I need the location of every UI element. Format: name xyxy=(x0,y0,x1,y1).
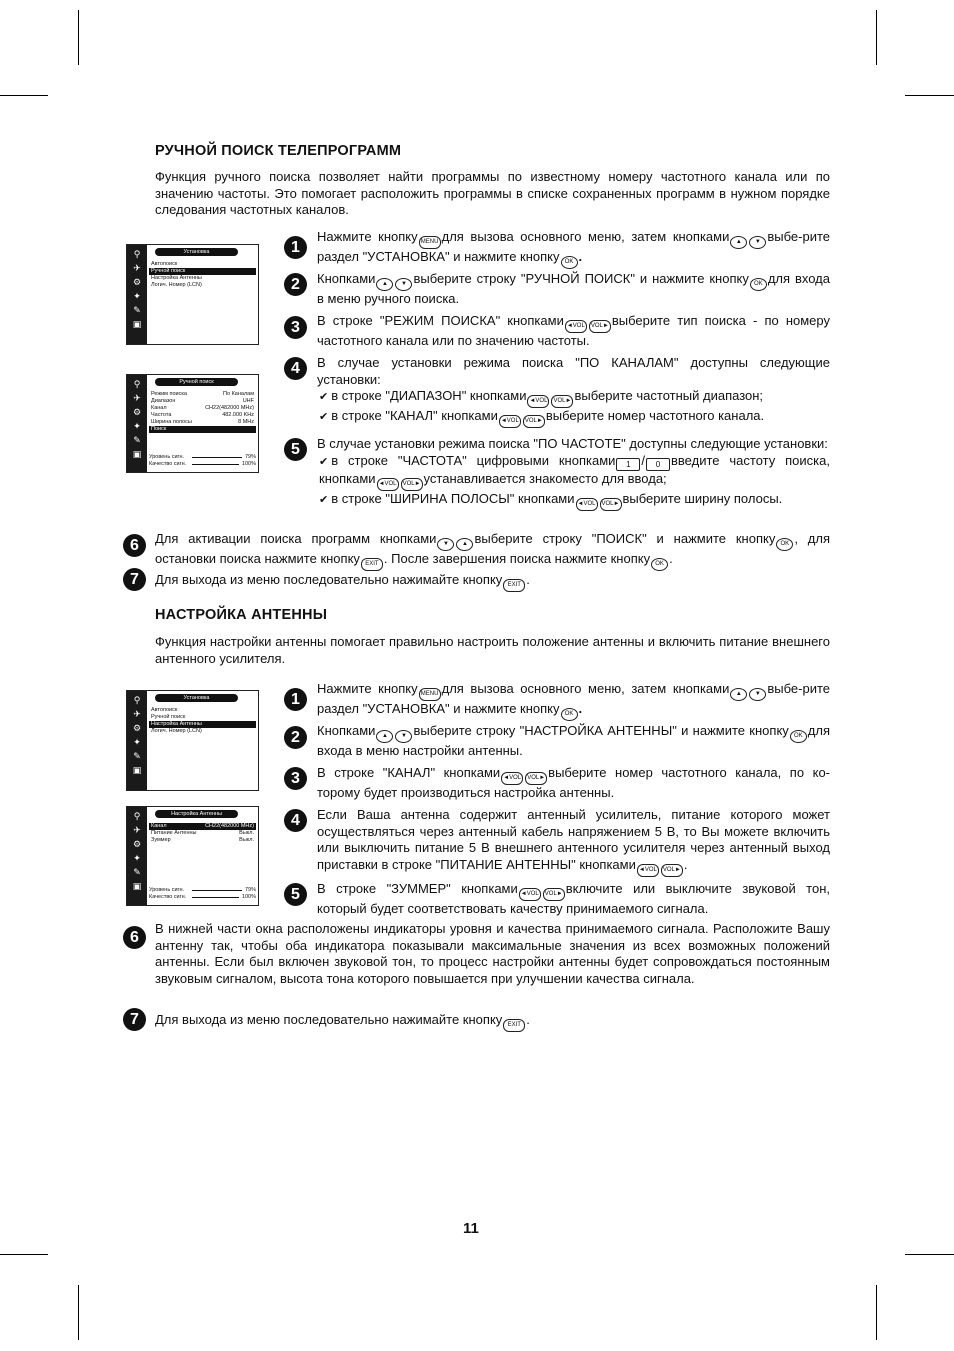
setting-row: Частота 482.000 KHz xyxy=(151,412,254,418)
menu-item: Автопоиск xyxy=(151,707,178,713)
step-number: 4 xyxy=(284,809,307,832)
setting-row: Питание Антенны Выкл. xyxy=(151,830,254,836)
menu-item: Логич. Номер (LCN) xyxy=(151,728,202,734)
bullet-item: ✔ в строке "ЧАСТОТА" цифровыми кнопками 1 / 0 введите частоту поиска, кнопками ◄VOL VOL► устанавливается знакоместо для ввода; xyxy=(317,453,830,491)
ok-key-icon: OK xyxy=(776,538,793,551)
tv-icon: ▣ xyxy=(132,449,142,459)
check-icon: ✔ xyxy=(319,455,329,468)
antenna-icon: ⚲ xyxy=(133,379,141,389)
screen-menu xyxy=(149,261,256,289)
vol-left-key-icon: ◄VOL xyxy=(527,395,549,408)
digit-0-key-icon: 0 xyxy=(646,458,670,471)
screen-sidebar xyxy=(127,691,147,790)
lock-icon: ✦ xyxy=(133,737,141,747)
crop-mark xyxy=(876,10,877,65)
up-key-icon: ▲ xyxy=(376,730,393,743)
up-key-icon: ▲ xyxy=(730,236,747,249)
check-icon: ✔ xyxy=(319,411,329,423)
tv-icon: ▣ xyxy=(132,765,142,775)
vol-left-key-icon: ◄VOL xyxy=(499,415,521,428)
step-1-text: Нажмите кнопку MENU для вызова основного меню, затем кнопками ▲ ▼ выбе-рите раздел "УСТАНОВКА" и нажмите кнопку OK . xyxy=(317,681,830,721)
section-title-antenna-setup: НАСТРОЙКА АНТЕННЫ xyxy=(155,607,328,623)
crop-mark xyxy=(78,10,79,65)
step-number: 7 xyxy=(123,568,146,591)
menu-item: Автопоиск xyxy=(151,261,178,267)
step-5-text: В случае установки режима поиска "ПО ЧАСТОТЕ" доступны следующие установки: ✔ в строке "ЧАСТОТА" цифровыми кнопками 1 / 0 введите частоту поиска, кнопками ◄VOL VOL► устанавливается знакоместо для ввода; ✔ в строке "ШИРИНА ПОЛОСЫ" кнопками ◄VOL VOL► выберите ширину полосы. xyxy=(317,436,830,511)
tools-icon: ✎ xyxy=(133,435,141,445)
tools-icon: ✎ xyxy=(133,305,141,315)
menu-item: Логич. Номер (LCN) xyxy=(151,282,202,288)
up-key-icon: ▲ xyxy=(456,538,473,551)
screen-sidebar xyxy=(127,807,147,905)
exit-key-icon: EXIT xyxy=(503,1019,525,1032)
gear-icon: ⚙ xyxy=(132,839,142,849)
gear-icon: ⚙ xyxy=(132,407,142,417)
step-number: 2 xyxy=(284,726,307,749)
crop-mark xyxy=(0,95,48,96)
tv-screen-antenna-setup xyxy=(126,806,259,906)
antenna-icon: ⚲ xyxy=(133,249,141,259)
ok-key-icon: OK xyxy=(750,278,767,291)
check-icon: ✔ xyxy=(319,391,329,403)
screen-menu xyxy=(149,823,256,844)
vol-left-key-icon: ◄VOL xyxy=(637,864,659,877)
crop-mark xyxy=(0,1254,48,1255)
screen-title: Ручной поиск xyxy=(155,378,238,386)
up-key-icon: ▲ xyxy=(376,278,393,291)
down-key-icon: ▼ xyxy=(395,730,412,743)
vol-right-key-icon: VOL► xyxy=(600,498,622,511)
ok-key-icon: OK xyxy=(790,730,807,743)
step-number: 6 xyxy=(123,534,146,557)
lock-icon: ✦ xyxy=(133,421,141,431)
down-key-icon: ▼ xyxy=(395,278,412,291)
page-number: 11 xyxy=(463,1220,479,1237)
screen-sidebar xyxy=(127,245,147,344)
vol-right-key-icon: VOL► xyxy=(661,864,683,877)
crop-mark xyxy=(905,1254,954,1255)
tv-icon: ▣ xyxy=(132,319,142,329)
ok-key-icon: OK xyxy=(651,558,668,571)
setting-row: Канал CH22(482000 MHz) xyxy=(151,405,254,411)
ok-key-icon: OK xyxy=(561,708,578,721)
vol-right-key-icon: VOL► xyxy=(589,320,611,333)
tv-screen-manual-search xyxy=(126,374,259,473)
setting-row: Ширина полосы 8 MHz xyxy=(151,419,254,425)
bullet-item: ✔ в строке "ДИАПАЗОН" кнопками ◄VOL VOL► выберите частотный диапазон; xyxy=(317,388,830,408)
step-4-text: В случае установки режима поиска "ПО КАНАЛАМ" доступны следующие установки: ✔ в строке "ДИАПАЗОН" кнопками ◄VOL VOL► выберите частотный диапазон; ✔ в строке "КАНАЛ" кнопками ◄VOL VOL► выберите номер частотного канала. xyxy=(317,355,830,428)
vol-left-key-icon: ◄VOL xyxy=(501,772,523,785)
digit-1-key-icon: 1 xyxy=(616,458,640,471)
section-title-manual-search: РУЧНОЙ ПОИСК ТЕЛЕПРОГРАММ xyxy=(155,143,402,159)
setting-row: Диапазон UHF xyxy=(151,398,254,404)
screen-sidebar xyxy=(127,375,147,472)
step-1-text: Нажмите кнопку MENU для вызова основного меню, затем кнопками ▲ ▼ выбе-рите раздел "УСТАНОВКА" и нажмите кнопку OK . xyxy=(317,229,830,269)
menu-item-selected: Настройка Антенны xyxy=(149,721,256,728)
vol-left-key-icon: ◄VOL xyxy=(519,888,541,901)
signal-indicators xyxy=(149,887,256,901)
satellite-icon: ✈ xyxy=(133,825,141,835)
tv-icon: ▣ xyxy=(132,881,142,891)
step-7-text: Для выхода из меню последовательно нажимайте кнопку EXIT . xyxy=(155,572,830,592)
satellite-icon: ✈ xyxy=(133,393,141,403)
signal-indicators xyxy=(149,454,256,468)
check-icon: ✔ xyxy=(319,493,329,506)
satellite-icon: ✈ xyxy=(133,263,141,273)
screen-title: Установка xyxy=(155,694,238,702)
step-number: 1 xyxy=(284,688,307,711)
intro-antenna-setup: Функция настройки антенны помогает правильно настроить положение антенны и включить питание внешнего антенного усилителя. xyxy=(155,634,830,666)
step-number: 7 xyxy=(123,1008,146,1031)
step-7-text: Для выхода из меню последовательно нажимайте кнопку EXIT . xyxy=(155,1012,830,1032)
vol-left-key-icon: ◄VOL xyxy=(377,478,399,491)
step-number: 5 xyxy=(284,438,307,461)
menu-key-icon: MENU xyxy=(419,688,441,701)
ok-key-icon: OK xyxy=(561,256,578,269)
bullet-item: ✔ в строке "ШИРИНА ПОЛОСЫ" кнопками ◄VOL VOL► выберите ширину полосы. xyxy=(317,491,830,511)
crop-mark xyxy=(905,95,954,96)
signal-level: Уровень сигн. 79% xyxy=(149,887,256,893)
vol-right-key-icon: VOL► xyxy=(401,478,423,491)
step-number: 2 xyxy=(284,273,307,296)
setting-row: Режим поиска По Каналам xyxy=(151,391,254,397)
menu-item: Настройка Антенны xyxy=(151,275,202,281)
tv-screen-setup-menu xyxy=(126,690,259,791)
setting-row-selected: Канал CH22(482000 MHz) xyxy=(151,823,254,829)
screen-title: Установка xyxy=(155,248,238,256)
lock-icon: ✦ xyxy=(133,291,141,301)
menu-key-icon: MENU xyxy=(419,236,441,249)
screen-menu xyxy=(149,391,256,433)
screen-menu xyxy=(149,707,256,735)
step-number: 6 xyxy=(123,926,146,949)
antenna-icon: ⚲ xyxy=(133,695,141,705)
intro-manual-search: Функция ручного поиска позволяет найти программы по известному номеру частотного канала или по значению частоты. Это помогает расположить программы в списке сохраненных программ в нужном порядке следования частотных каналов. xyxy=(155,169,830,217)
exit-key-icon: EXIT xyxy=(361,558,383,571)
crop-mark xyxy=(78,1285,79,1340)
setting-row: Зуммер Выкл. xyxy=(151,837,254,843)
step-6-text: Для активации поиска программ кнопками ▼ ▲ выберите строку "ПОИСК" и нажмите кнопку OK , для остановки поиска нажмите кнопку EXIT . После завершения поиска нажмите кнопку OK . xyxy=(155,531,830,571)
screen-title: Настройка Антенны xyxy=(155,810,238,818)
step-5-text: В строке "ЗУММЕР" кнопками ◄VOL VOL► включите или выключите звуковой тон, который будет соответствовать качеству принимаемого сигнала. xyxy=(317,881,830,916)
tools-icon: ✎ xyxy=(133,751,141,761)
step-number: 5 xyxy=(284,883,307,906)
lock-icon: ✦ xyxy=(133,853,141,863)
signal-quality: Качество сигн. 100% xyxy=(149,894,256,900)
signal-quality: Качество сигн. 100% xyxy=(149,461,256,467)
menu-item-selected: Ручной поиск xyxy=(149,268,256,275)
satellite-icon: ✈ xyxy=(133,709,141,719)
step-3-text: В строке "РЕЖИМ ПОИСКА" кнопками ◄VOL VOL► выберите тип поиска - по номеру частотного канала или по значению частоты. xyxy=(317,313,830,348)
gear-icon: ⚙ xyxy=(132,723,142,733)
vol-right-key-icon: VOL► xyxy=(543,888,565,901)
step-2-text: Кнопками ▲ ▼ выберите строку "РУЧНОЙ ПОИСК" и нажмите кнопку OK для входа в меню ручного поиска. xyxy=(317,271,830,306)
vol-left-key-icon: ◄VOL xyxy=(565,320,587,333)
down-key-icon: ▼ xyxy=(437,538,454,551)
up-key-icon: ▲ xyxy=(730,688,747,701)
step-3-text: В строке "КАНАЛ" кнопками ◄VOL VOL► выберите номер частотного канала, по ко-торому будет производиться настройка антенны. xyxy=(317,765,831,800)
tools-icon: ✎ xyxy=(133,867,141,877)
vol-left-key-icon: ◄VOL xyxy=(576,498,598,511)
bullet-item: ✔ в строке "КАНАЛ" кнопками ◄VOL VOL► выберите номер частотного канала. xyxy=(317,408,830,428)
gear-icon: ⚙ xyxy=(132,277,142,287)
step-number: 1 xyxy=(284,236,307,259)
signal-level: Уровень сигн. 79% xyxy=(149,454,256,460)
vol-right-key-icon: VOL► xyxy=(523,415,545,428)
down-key-icon: ▼ xyxy=(749,688,766,701)
step-6-text: В нижней части окна расположены индикаторы уровня и качества принимаемого сигнала. Расположите Вашу антенну так, чтобы оба индикатора показывали максимальные значения из всех возможных положений антенны. Если был включен звуковой тон, то процесс настройки антенны будет сопровождаться постоянным звуковым сигналом, высота тона которого повышается при улучшении качества сигнала. xyxy=(155,921,830,986)
vol-right-key-icon: VOL► xyxy=(551,395,573,408)
step-number: 4 xyxy=(284,357,307,380)
down-key-icon: ▼ xyxy=(749,236,766,249)
step-2-text: Кнопками ▲ ▼ выберите строку "НАСТРОЙКА АНТЕННЫ" и нажмите кнопку OK для входа в меню настройки антенны. xyxy=(317,723,830,758)
exit-key-icon: EXIT xyxy=(503,579,525,592)
tv-screen-setup-menu xyxy=(126,244,259,345)
step-number: 3 xyxy=(284,316,307,339)
step-4-text: Если Ваша антенна содержит антенный усилитель, питание которого может осуществляться через антенный кабель напряжением 5 В, то Вы можете включить или выключить питание 5 В внешнего антенного усилителя через антенный выход приставки в строке "ПИТАНИЕ АНТЕННЫ" кнопками ◄VOL VOL► . xyxy=(317,807,830,877)
step-number: 3 xyxy=(284,767,307,790)
vol-right-key-icon: VOL► xyxy=(525,772,547,785)
antenna-icon: ⚲ xyxy=(133,811,141,821)
crop-mark xyxy=(876,1285,877,1340)
search-row-selected: Поиск xyxy=(149,426,256,433)
menu-item: Ручной поиск xyxy=(151,714,186,720)
